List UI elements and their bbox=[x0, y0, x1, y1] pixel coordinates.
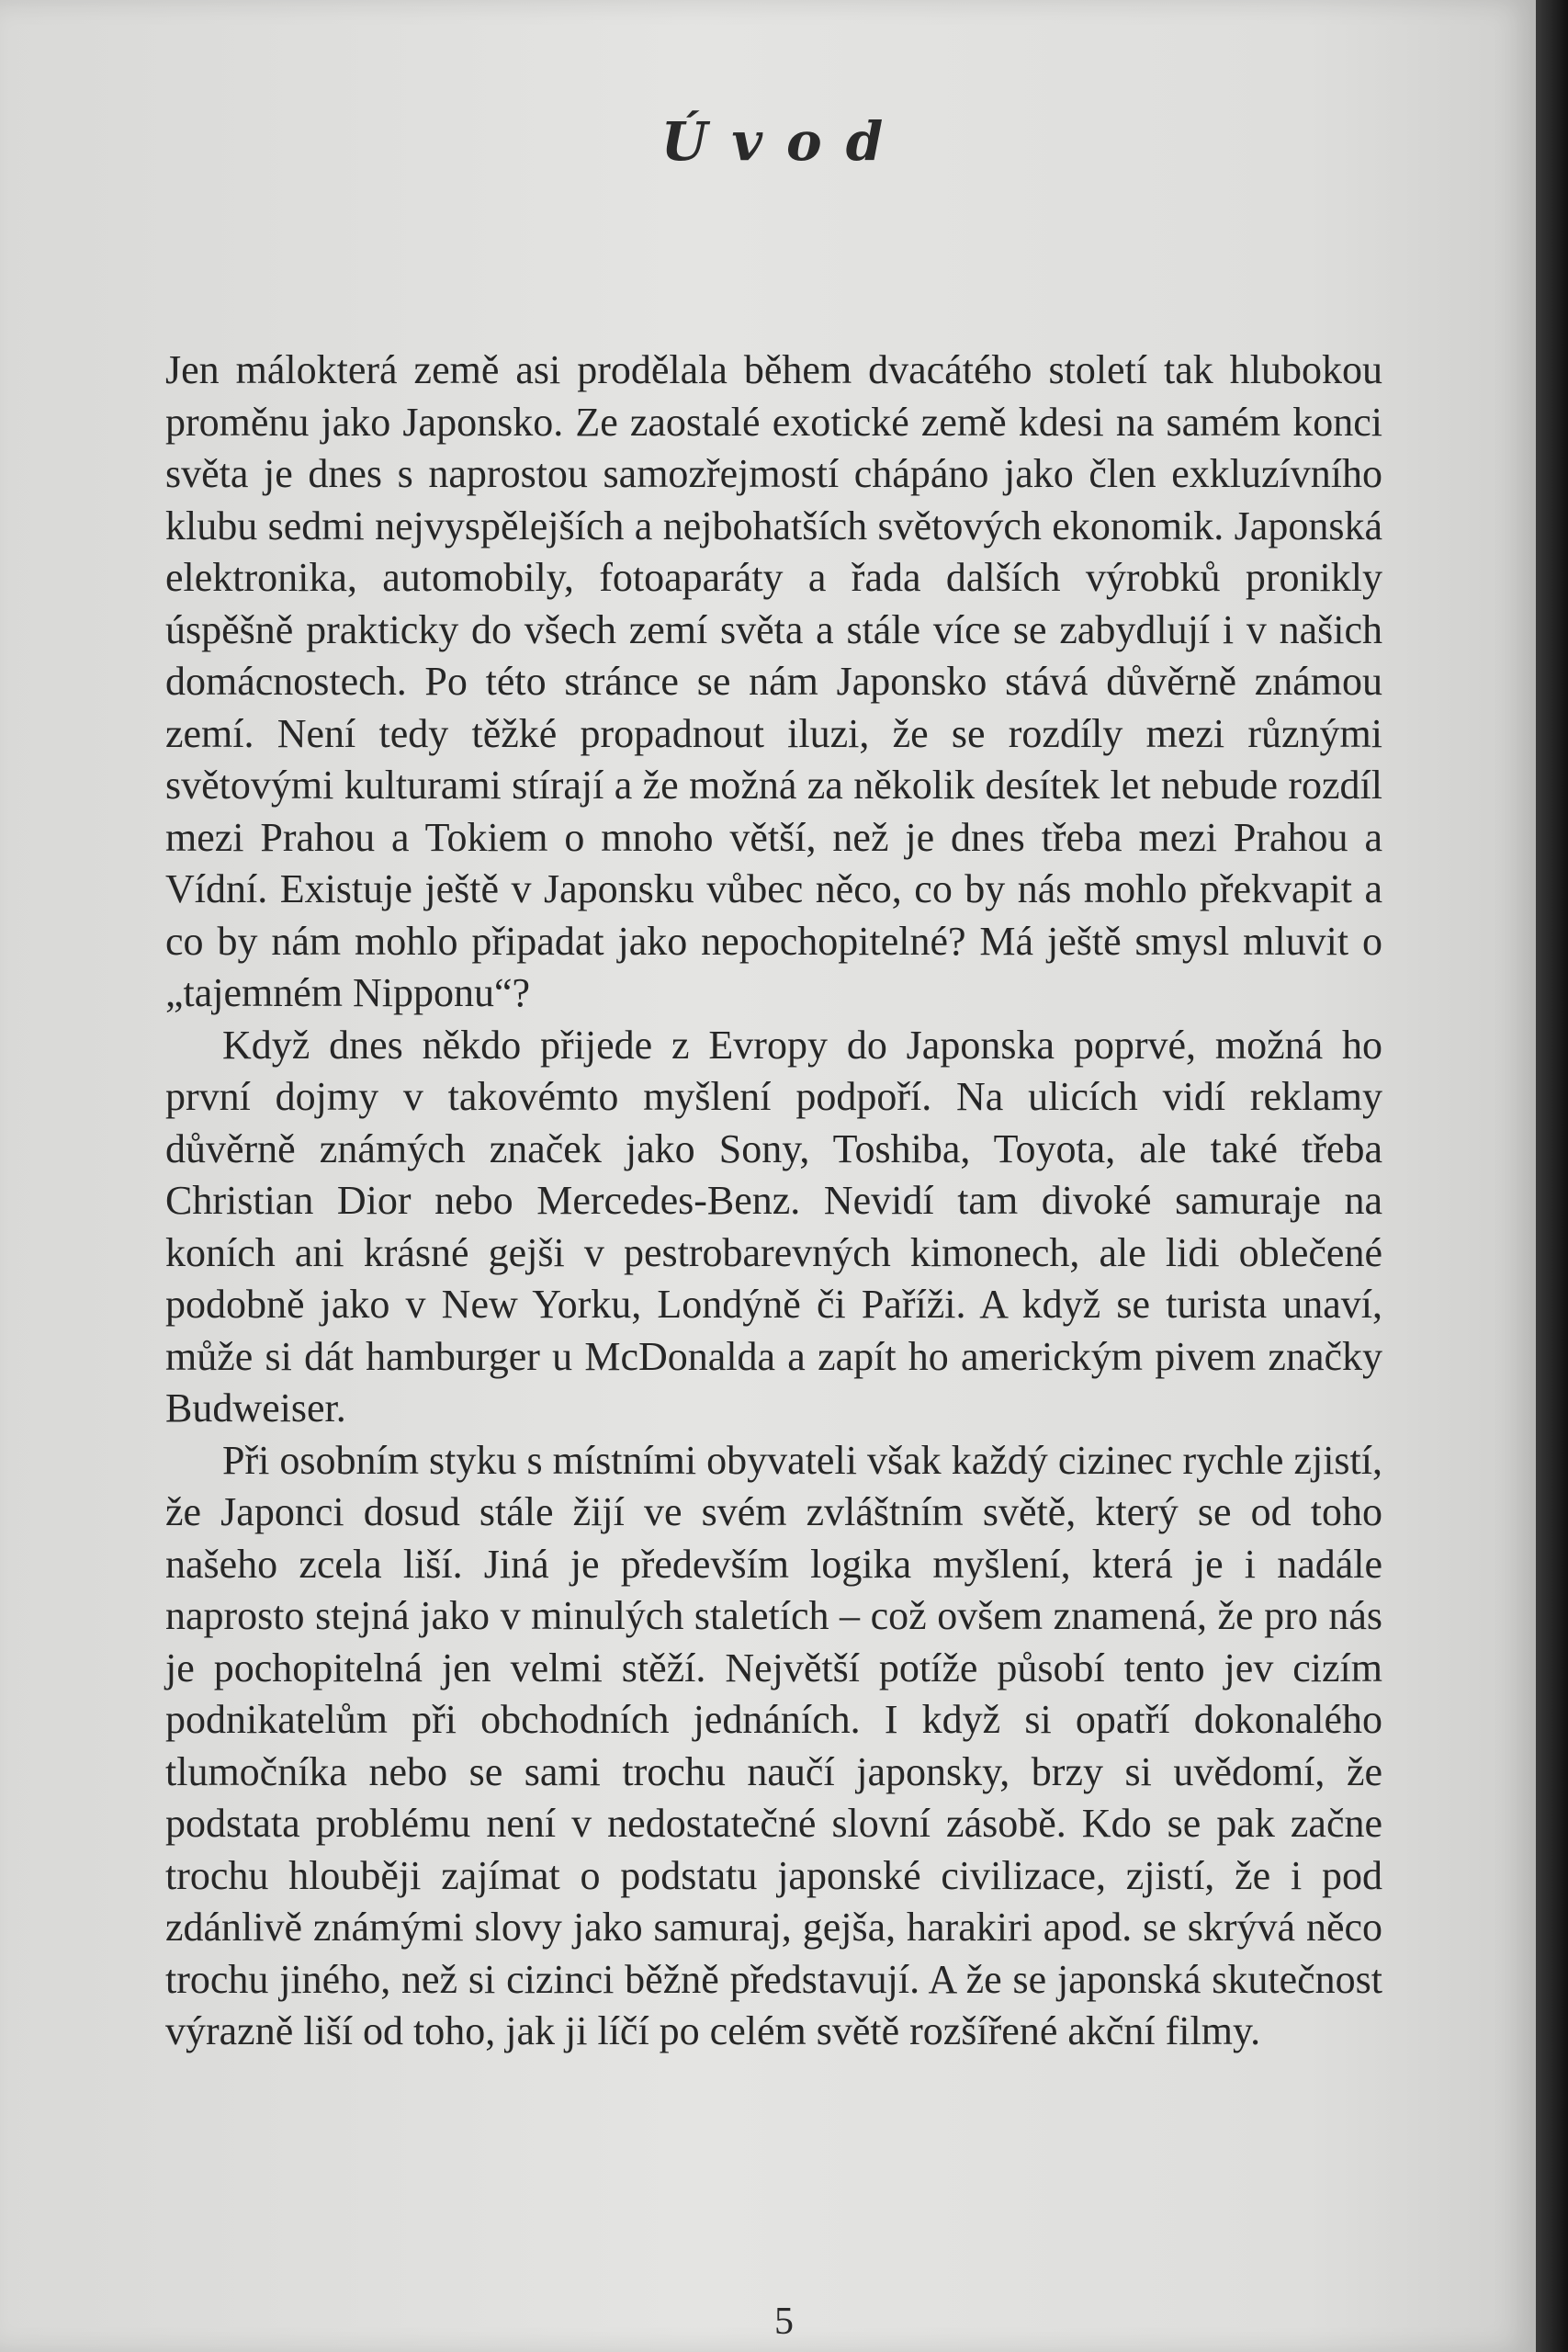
page-number: 5 bbox=[774, 2301, 794, 2343]
paragraph-1: Jen málokterá země asi prodělala během dvacátého století tak hlubokou proměnu jako Japonsko. Ze zaostalé exotické země kdesi na samém konci světa je dnes s naprostou samozřejmostí chápáno jako člen exkluzívního klubu sedmi nejvyspělejších a nejbohatších světových ekonomik. Japonská elektronika, automobily, fotoaparáty a řada dalších výrobků pronikly úspěšně prakticky do všech zemí světa a stále více se zabydlují i v našich domácnostech. Po této stránce se nám Japonsko stává důvěrně známou zemí. Není tedy těžké propadnout iluzi, že se rozdíly mezi různými světovými kulturami stírají a že možná za několik desítek let nebude rozdíl mezi Prahou a Tokiem o mnoho větší, než je dnes třeba mezi Prahou a Vídní. Existuje ještě v Japonsku vůbec něco, co by nás mohlo překvapit a co by nám mohlo připadat jako nepochopitelné? Má ještě smysl mluvit o „tajemném Nipponu“? bbox=[165, 347, 1382, 1015]
chapter-title: Úvod bbox=[660, 110, 908, 173]
paragraph-2: Když dnes někdo přijede z Evropy do Japonska poprvé, možná ho první dojmy v takovémto myšlení podpoří. Na ulicích vidí reklamy důvěrně známých značek jako Sony, Toshiba, Toyota, ale také třeba Christian Dior nebo Mercedes-Benz. Nevidí tam divoké samuraje na koních ani krásné gejši v pestrobarevných kimonech, ale lidi oblečené podobně jako v New Yorku, Londýně či Paříži. A když se turista unaví, může si dát hamburger u McDonalda a zapít ho americkým pivem značky Budweiser. bbox=[165, 1022, 1382, 1430]
paragraph-3: Při osobním styku s místními obyvateli však každý cizinec rychle zjistí, že Japonci dosud stále žijí ve svém zvláštním světě, který se od toho našeho zcela liší. Jiná je především logika myšlení, která je i nadále naprosto stejná jako v minulých staletích – což ovšem znamená, že pro nás je pochopitelná jen velmi stěží. Největší potíže působí tento jev cizím podnikatelům při obchodních jednáních. I když si opatří dokonalého tlumočníka nebo se sami trochu naučí japonsky, brzy si uvědomí, že podstata problému není v nedostatečné slovní zásobě. Kdo se pak začne trochu hlouběji zajímat o podstatu japonské civilizace, zjistí, že i pod zdánlivě známými slovy jako samuraj, gejša, harakiri apod. se skrývá něco trochu jiného, než si cizinci běžně představují. A že se japonská skutečnost výrazně liší od toho, jak ji líčí po celém světě rozšířené akční filmy. bbox=[165, 1437, 1382, 2053]
page-edge-shadow bbox=[1536, 0, 1568, 2352]
body-text bbox=[165, 345, 1382, 2058]
